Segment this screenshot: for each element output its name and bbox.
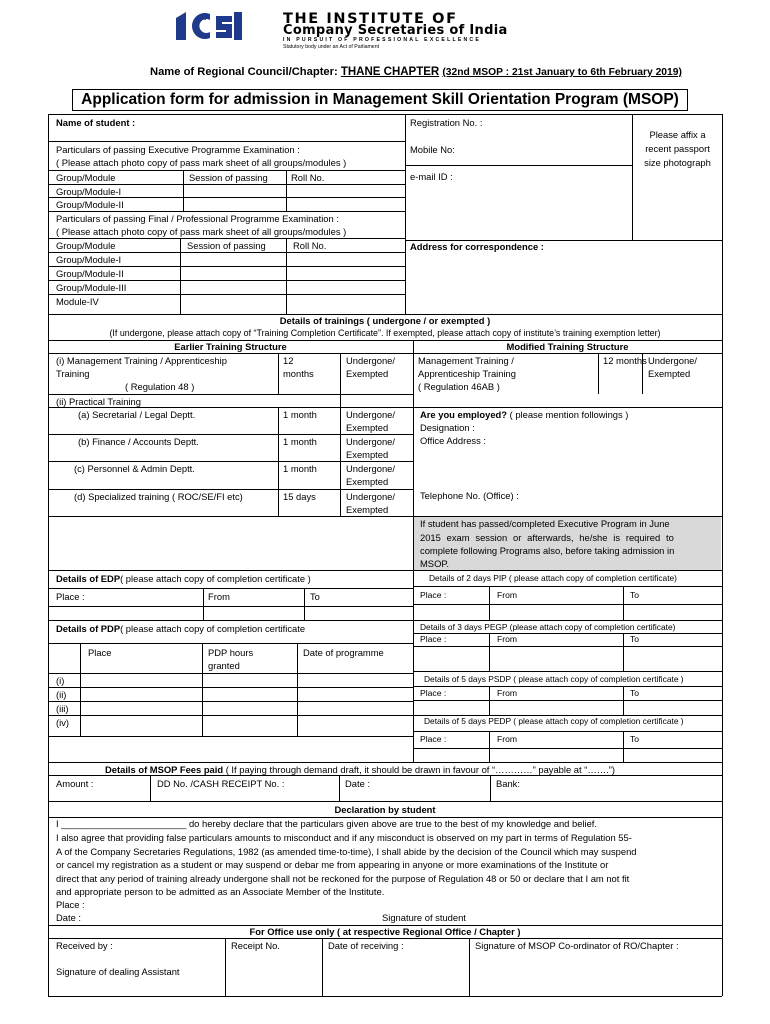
declaration-title: Declaration by student — [334, 804, 436, 815]
final-exam-note: ( Please attach photo copy of pass mark sheet of all groups/modules ) — [56, 226, 347, 237]
practical-a-label: (a) Secretarial / Legal Deptt. — [78, 409, 196, 420]
mobile-label: Mobile No: — [410, 144, 455, 155]
practical-training-label: (ii) Practical Training — [56, 396, 141, 407]
declaration-line2: I also agree that providing false particulars amounts to misconduct and if any misconduct is observed on my part in terms of Regulation 55- — [56, 832, 632, 843]
coordinator-signature-label: Signature of MSOP Co-ordinator of RO/Chapter : — [475, 940, 679, 951]
edp-note: ( please attach copy of completion certificate ) — [120, 573, 311, 584]
bank-label: Bank: — [496, 778, 520, 789]
regional-label: Name of Regional Council/Chapter: — [150, 66, 338, 78]
practical-c-status-2: Exempted — [346, 476, 389, 487]
office-address-label: Office Address : — [420, 435, 487, 446]
pegp-heading: Details of 3 days PEGP (please attach copy of completion certificate) — [420, 622, 676, 632]
final-col-group: Group/Module — [56, 240, 116, 251]
fees-heading — [105, 763, 615, 777]
institute-name-line1: THE INSTITUTE OF — [283, 11, 458, 27]
student-name-label: Name of student : — [56, 117, 136, 128]
date-of-receiving-label: Date of receiving : — [328, 940, 404, 951]
exec-row-1: Group/Module-I — [56, 186, 122, 197]
amount-label: Amount : — [56, 778, 94, 789]
edp-from-label: From — [208, 591, 230, 602]
pedp-from-label: From — [497, 734, 518, 744]
form-title: Application form for admission in Management Skill Orientation Program (MSOP) — [81, 91, 679, 108]
modified-structure-title: Modified Training Structure — [506, 341, 629, 352]
pegp-place-label: Place : — [420, 634, 447, 644]
mod-training-line2: Apprenticeship Training — [418, 368, 516, 379]
chapter-value: THANE CHAPTER — [340, 66, 440, 78]
pdp-row-ii: (ii) — [56, 689, 67, 700]
practical-d-label: (d) Specialized training ( ROC/SE/FI etc) — [74, 491, 243, 502]
pedp-place-label: Place : — [420, 734, 447, 744]
designation-label: Designation : — [420, 422, 475, 433]
institute-name-line2: Company Secretaries of India — [283, 23, 508, 38]
photo-line3: size photograph — [644, 157, 711, 168]
fees-date-label: Date : — [345, 778, 371, 789]
employed-hint: ( please mention followings ) — [507, 409, 629, 420]
pdp-col-place: Place — [88, 647, 112, 658]
pegp-to-label: To — [630, 634, 640, 644]
declaration-line5: direct that any period of training already undergone shall not be reckoned for the purpose of Regulation 48 or 50 or declare that I am not fit — [56, 873, 630, 884]
notice-line4: MSOP. — [420, 558, 450, 569]
practical-b-period: 1 month — [283, 436, 317, 447]
edp-heading — [56, 572, 311, 586]
icsi-logo — [172, 8, 244, 44]
mgmt-period-1: 12 — [283, 355, 294, 366]
office-use-title: For Office use only ( at respective Regional Office / Chapter ) — [249, 926, 521, 937]
mgmt-training-line1: (i) Management Training / Apprenticeship — [56, 355, 227, 366]
pdp-note: ( please attach copy of completion certificate — [120, 623, 306, 634]
practical-d-status-1: Undergone/ — [346, 491, 395, 502]
dd-receipt-label: DD No. /CASH RECEIPT No. : — [157, 778, 285, 789]
exec-exam-note: ( Please attach photo copy of pass mark sheet of all groups/modules ) — [56, 157, 347, 168]
final-row-1: Group/Module-I — [56, 254, 122, 265]
mgmt-period-2: months — [283, 368, 314, 379]
earlier-structure-title: Earlier Training Structure — [174, 341, 287, 352]
photo-line1: Please affix a — [649, 129, 706, 140]
fees-label: Details of MSOP Fees paid — [105, 764, 224, 775]
final-col-roll: Roll No. — [293, 240, 327, 251]
psdp-to-label: To — [630, 688, 640, 698]
mod-status-2: Exempted — [648, 368, 691, 379]
pedp-to-label: To — [630, 734, 640, 744]
batch-value: (32nd MSOP : 21st January to 6th February 2019) — [442, 67, 682, 78]
exec-exam-heading: Particulars of passing Executive Programme Examination : — [56, 144, 300, 155]
receipt-no-label: Receipt No. — [231, 940, 280, 951]
psdp-heading: Details of 5 days PSDP ( please attach copy of completion certificate ) — [424, 674, 684, 684]
declaration-line1: I ________________________ do hereby declare that the particulars given above are true to the best of my knowledge and belief. — [56, 818, 598, 829]
final-row-2: Group/Module-II — [56, 268, 124, 279]
mgmt-status-1: Undergone/ — [346, 355, 395, 366]
notice-line3: complete following Programs also, before taking admission in — [420, 545, 675, 556]
practical-b-status-1: Undergone/ — [346, 436, 395, 447]
practical-c-label: (c) Personnel & Admin Deptt. — [74, 463, 195, 474]
mgmt-status-2: Exempted — [346, 368, 389, 379]
final-col-session: Session of passing — [187, 240, 266, 251]
form-title-bar — [72, 89, 688, 111]
institute-statutory: Statutory body under an Act of Parliament — [283, 44, 380, 50]
registration-label: Registration No. : — [410, 117, 483, 128]
mod-status-1: Undergone/ — [648, 355, 697, 366]
dealing-assistant-signature-label: Signature of dealing Assistant — [56, 966, 180, 977]
declaration-line4: or cancel my registration as a student or may suspend or debar me from appearing in anyone or more examinations of the Institute or — [56, 859, 609, 870]
practical-a-status-2: Exempted — [346, 422, 389, 433]
pegp-from-label: From — [497, 634, 518, 644]
final-row-4: Module-IV — [56, 296, 99, 307]
pdp-col-hours-2: granted — [208, 660, 240, 671]
edp-to-label: To — [310, 591, 320, 602]
practical-c-period: 1 month — [283, 463, 317, 474]
notice-line1: If student has passed/completed Executive Program in June — [420, 518, 670, 529]
pip-from-label: From — [497, 590, 518, 600]
trainings-title: Details of trainings ( undergone / or exempted ) — [279, 315, 491, 326]
psdp-place-label: Place : — [420, 688, 447, 698]
exec-col-roll: Roll No. — [291, 172, 325, 183]
final-exam-heading: Particulars of passing Final / Professional Programme Examination : — [56, 213, 339, 224]
psdp-from-label: From — [497, 688, 518, 698]
pdp-row-i: (i) — [56, 675, 65, 686]
pdp-row-iii: (iii) — [56, 703, 69, 714]
declaration-place-label: Place : — [56, 899, 85, 910]
practical-a-status-1: Undergone/ — [346, 409, 395, 420]
received-by-label: Received by : — [56, 940, 113, 951]
trainings-note: (If undergone, please attach copy of “Training Completion Certificate”. If exempted, please attach copy of institute’s training exemption letter) — [109, 328, 661, 338]
practical-d-period: 15 days — [283, 491, 316, 502]
photo-line2: recent passport — [645, 143, 710, 154]
pip-place-label: Place : — [420, 590, 447, 600]
employed-question — [420, 408, 628, 422]
telephone-office-label: Telephone No. (Office) : — [420, 490, 519, 501]
pdp-heading — [56, 622, 305, 636]
declaration-line6: and appropriate person to be admitted as an Associate Member of the Institute. — [56, 886, 385, 897]
pip-heading: Details of 2 days PIP ( please attach copy of completion certificate) — [429, 573, 677, 583]
declaration-line3: A of the Company Secretaries Regulations, 1982 (as amended time-to-time), I shall abide by the decision of the Council which may suspend — [56, 846, 637, 857]
notice-line2: 2015 exam session or afterwards, he/she is required to — [420, 532, 674, 543]
fees-note: ( If paying through demand draft, it should be drawn in favour of “…………” payable at “…….”) — [223, 764, 615, 775]
mod-training-regulation: ( Regulation 46AB ) — [418, 381, 500, 392]
pdp-label: Details of PDP — [56, 623, 121, 634]
pedp-heading: Details of 5 days PEDP ( please attach copy of completion certificate ) — [424, 716, 684, 726]
edp-place-label: Place : — [56, 591, 85, 602]
practical-d-status-2: Exempted — [346, 504, 389, 515]
declaration-date-label: Date : — [56, 912, 82, 923]
regional-council-line — [150, 65, 682, 80]
student-signature-label: Signature of student — [382, 912, 466, 923]
final-row-3: Group/Module-III — [56, 282, 127, 293]
address-label: Address for correspondence : — [410, 241, 544, 252]
email-label: e-mail ID : — [410, 171, 453, 182]
pdp-row-iv: (iv) — [56, 717, 70, 728]
exec-row-2: Group/Module-II — [56, 199, 124, 210]
pdp-col-hours-1: PDP hours — [208, 647, 254, 658]
mgmt-training-line2: Training — [56, 368, 90, 379]
mgmt-training-regulation: ( Regulation 48 ) — [125, 381, 195, 392]
practical-b-label: (b) Finance / Accounts Deptt. — [78, 436, 199, 447]
practical-a-period: 1 month — [283, 409, 317, 420]
institute-motto: IN PURSUIT OF PROFESSIONAL EXCELLENCE — [283, 37, 482, 43]
practical-c-status-1: Undergone/ — [346, 463, 395, 474]
edp-label: Details of EDP — [56, 573, 121, 584]
pdp-col-date: Date of programme — [303, 647, 384, 658]
pip-to-label: To — [630, 590, 640, 600]
employed-label: Are you employed? — [420, 409, 507, 420]
exec-col-group: Group/Module — [56, 172, 116, 183]
mod-period: 12 months — [603, 355, 647, 366]
practical-b-status-2: Exempted — [346, 449, 389, 460]
exec-col-session: Session of passing — [189, 172, 268, 183]
mod-training-line1: Management Training / — [418, 355, 514, 366]
